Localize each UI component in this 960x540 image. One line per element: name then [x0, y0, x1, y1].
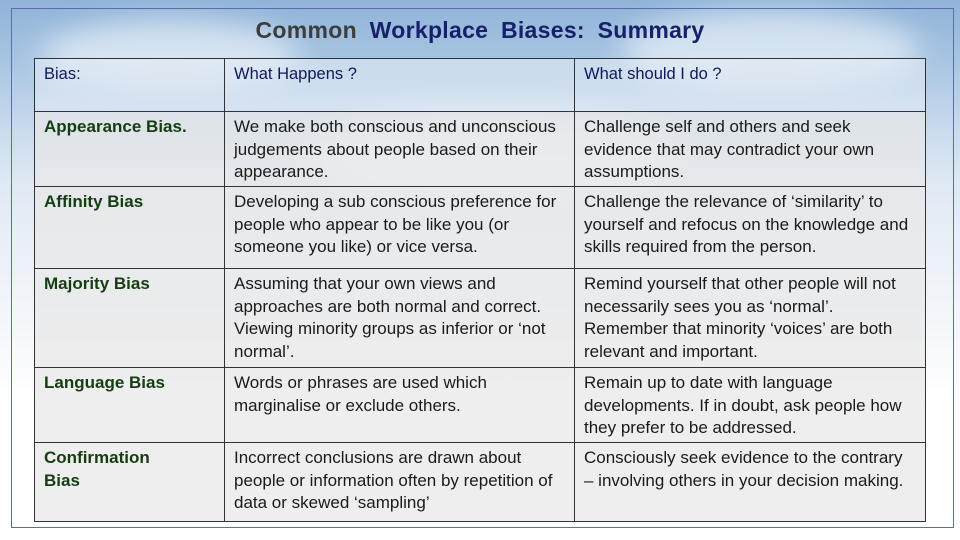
table-row	[35, 443, 926, 522]
bias-name: Language Bias	[35, 368, 225, 443]
title-part-workplace-biases: Workplace Biases:	[369, 17, 585, 43]
what-happens-cell: We make both conscious and unconscious judgements about people based on their appearance.	[225, 112, 575, 187]
header-what-should-i-do: What should I do ?	[575, 59, 926, 112]
what-happens-cell: Incorrect conclusions are drawn about people or information often by repetition of data or skewed ‘sampling’	[225, 443, 575, 522]
header-bias: Bias:	[35, 59, 225, 112]
slide-title	[0, 17, 960, 44]
what-happens-cell: Assuming that your own views and approaches are both normal and correct. Viewing minority groups as inferior or ‘not normal’.	[225, 269, 575, 368]
table-row	[35, 269, 926, 368]
what-to-do-cell: Challenge self and others and seek evidence that may contradict your own assumptions.	[575, 112, 926, 187]
bias-name: Appearance Bias.	[35, 112, 225, 187]
what-happens-cell: Words or phrases are used which marginalise or exclude others.	[225, 368, 575, 443]
table-header-row	[35, 59, 926, 112]
bias-name: Confirmation Bias	[35, 443, 225, 522]
title-part-common: Common	[255, 17, 357, 43]
bias-name: Majority Bias	[35, 269, 225, 368]
what-to-do-cell: Remind yourself that other people will not necessarily sees you as ‘normal’. Remember that minority ‘voices’ are both relevant and important.	[575, 269, 926, 368]
bias-summary-table	[34, 58, 926, 522]
title-part-summary: Summary	[597, 17, 705, 43]
bias-name: Affinity Bias	[35, 187, 225, 269]
header-what-happens: What Happens ?	[225, 59, 575, 112]
table-row	[35, 112, 926, 187]
table-row	[35, 368, 926, 443]
table-row	[35, 187, 926, 269]
what-to-do-cell: Consciously seek evidence to the contrary – involving others in your decision making.	[575, 443, 926, 522]
what-to-do-cell: Challenge the relevance of ‘similarity’ to yourself and refocus on the knowledge and skills required from the person.	[575, 187, 926, 269]
what-happens-cell: Developing a sub conscious preference for people who appear to be like you (or someone you like) or vice versa.	[225, 187, 575, 269]
what-to-do-cell: Remain up to date with language developments. If in doubt, ask people how they prefer to be addressed.	[575, 368, 926, 443]
